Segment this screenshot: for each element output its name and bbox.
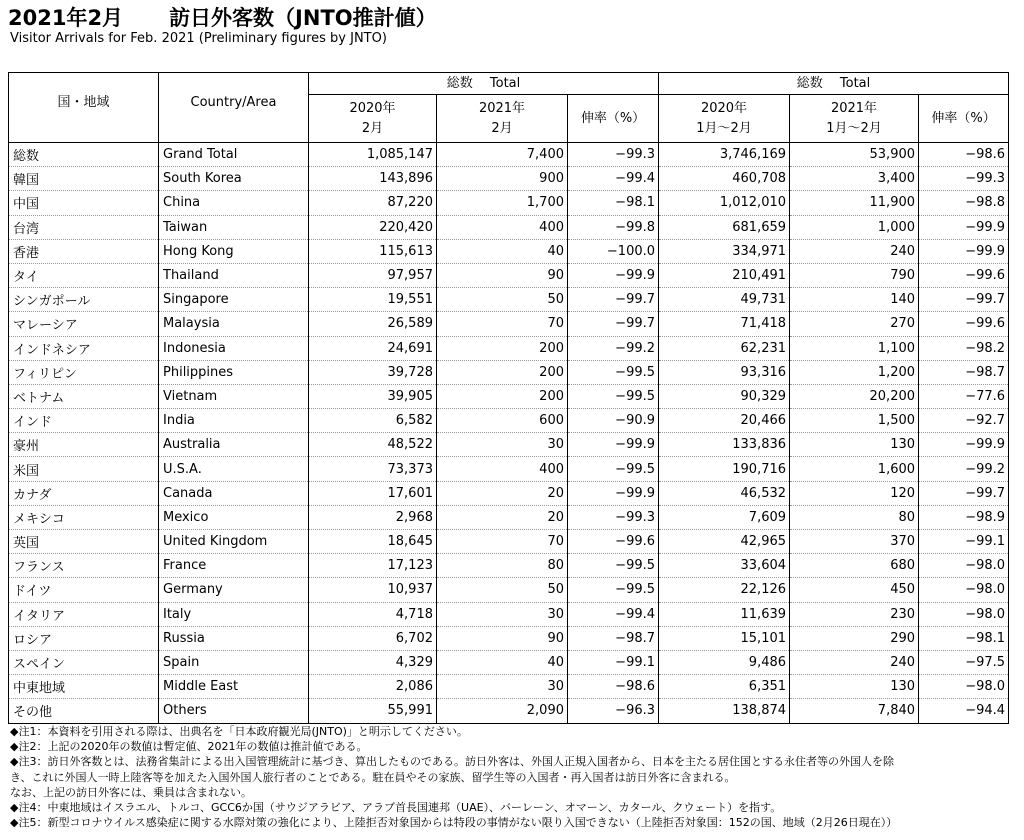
footnote-line: ◆注1：本資料を引用される際は、出典名を「日本政府観光局(JNTO)」と明示してください。 xyxy=(10,725,468,738)
visitors-2020-jan-feb: 3,746,169 xyxy=(659,143,790,167)
table-row xyxy=(9,239,1009,263)
growth-rate-cumulative: −98.6 xyxy=(919,143,1009,167)
visitors-2021-feb: 70 xyxy=(437,312,568,336)
growth-rate-month: −99.9 xyxy=(568,263,659,287)
growth-rate-month: −99.1 xyxy=(568,650,659,674)
visitors-2020-feb: 73,373 xyxy=(309,457,437,481)
growth-rate-month: −99.6 xyxy=(568,530,659,554)
visitors-2021-feb: 90 xyxy=(437,626,568,650)
visitors-2021-feb: 1,700 xyxy=(437,191,568,215)
region-name-en: Vietnam xyxy=(159,384,309,408)
region-name-en: India xyxy=(159,409,309,433)
visitors-2021-feb: 30 xyxy=(437,675,568,699)
visitors-2020-feb: 115,613 xyxy=(309,239,437,263)
visitors-2020-jan-feb: 49,731 xyxy=(659,288,790,312)
region-name-jp: 米国 xyxy=(9,457,159,481)
visitors-2020-jan-feb: 11,639 xyxy=(659,602,790,626)
growth-rate-cumulative: −99.6 xyxy=(919,312,1009,336)
region-name-jp: 台湾 xyxy=(9,215,159,239)
region-name-jp: フランス xyxy=(9,554,159,578)
footnote-line: なお、上記の訪日外客には、乗員は含まれない。 xyxy=(10,785,252,799)
region-name-jp: 中国 xyxy=(9,191,159,215)
visitors-2021-jan-feb: 230 xyxy=(790,602,919,626)
growth-rate-month: −98.7 xyxy=(568,626,659,650)
visitors-2021-feb: 70 xyxy=(437,530,568,554)
growth-rate-month: −99.8 xyxy=(568,215,659,239)
region-name-en: Thailand xyxy=(159,263,309,287)
visitors-2020-feb: 17,601 xyxy=(309,481,437,505)
visitors-2020-jan-feb: 1,012,010 xyxy=(659,191,790,215)
visitors-2020-jan-feb: 42,965 xyxy=(659,530,790,554)
footnote-line: ◆注4：中東地域はイスラエル、トルコ、GCC6か国（サウジアラビア、アラブ首長国連邦（UAE）、バーレーン、オマーン、カタール、クウェート）を指す。 xyxy=(10,801,782,815)
visitors-2020-jan-feb: 210,491 xyxy=(659,263,790,287)
growth-rate-month: −99.5 xyxy=(568,578,659,602)
visitors-2021-jan-feb: 290 xyxy=(790,626,919,650)
visitors-2020-jan-feb: 33,604 xyxy=(659,554,790,578)
table-row xyxy=(9,336,1009,360)
table-row xyxy=(9,699,1009,723)
table-row xyxy=(9,312,1009,336)
growth-rate-cumulative: −99.7 xyxy=(919,288,1009,312)
growth-rate-cumulative: −99.3 xyxy=(919,167,1009,191)
growth-rate-cumulative: −77.6 xyxy=(919,384,1009,408)
region-name-en: Spain xyxy=(159,650,309,674)
title-date: 2021年2月 xyxy=(8,6,124,30)
visitors-2020-jan-feb: 90,329 xyxy=(659,384,790,408)
region-name-en: Singapore xyxy=(159,288,309,312)
region-name-en: Hong Kong xyxy=(159,239,309,263)
visitors-2021-feb: 200 xyxy=(437,360,568,384)
header-region-jp: 国・地域 xyxy=(9,73,159,143)
region-name-en: South Korea xyxy=(159,167,309,191)
visitors-2020-feb: 143,896 xyxy=(309,167,437,191)
visitors-2020-feb: 97,957 xyxy=(309,263,437,287)
growth-rate-cumulative: −99.9 xyxy=(919,239,1009,263)
growth-rate-cumulative: −98.9 xyxy=(919,505,1009,529)
table-row xyxy=(9,167,1009,191)
table-row xyxy=(9,191,1009,215)
growth-rate-month: −99.3 xyxy=(568,505,659,529)
region-name-en: Taiwan xyxy=(159,215,309,239)
visitors-2020-feb: 2,968 xyxy=(309,505,437,529)
region-name-jp: その他 xyxy=(9,699,159,723)
region-name-en: Mexico xyxy=(159,505,309,529)
visitors-2021-jan-feb: 20,200 xyxy=(790,384,919,408)
visitors-2021-feb: 20 xyxy=(437,481,568,505)
table-row xyxy=(9,650,1009,674)
region-name-jp: インド xyxy=(9,409,159,433)
table-row xyxy=(9,433,1009,457)
region-name-jp: 英国 xyxy=(9,530,159,554)
page-subtitle: Visitor Arrivals for Feb. 2021 (Preliminary figures by JNTO) xyxy=(10,31,387,46)
visitors-2021-feb: 90 xyxy=(437,263,568,287)
region-name-jp: マレーシア xyxy=(9,312,159,336)
table-row xyxy=(9,578,1009,602)
region-name-en: Germany xyxy=(159,578,309,602)
visitors-2020-jan-feb: 6,351 xyxy=(659,675,790,699)
visitors-2021-jan-feb: 120 xyxy=(790,481,919,505)
visitors-2021-jan-feb: 140 xyxy=(790,288,919,312)
visitors-2021-feb: 50 xyxy=(437,578,568,602)
visitors-2021-jan-feb: 11,900 xyxy=(790,191,919,215)
table-row xyxy=(9,675,1009,699)
table-row xyxy=(9,263,1009,287)
visitors-2020-feb: 220,420 xyxy=(309,215,437,239)
header-2020-feb: 2020年 2月 xyxy=(309,95,437,143)
growth-rate-cumulative: −97.5 xyxy=(919,650,1009,674)
visitors-2021-feb: 20 xyxy=(437,505,568,529)
visitors-2020-jan-feb: 93,316 xyxy=(659,360,790,384)
footnotes xyxy=(10,724,1010,830)
region-name-en: Middle East xyxy=(159,675,309,699)
visitors-2021-feb: 7,400 xyxy=(437,143,568,167)
region-name-en: Indonesia xyxy=(159,336,309,360)
visitors-2020-feb: 18,645 xyxy=(309,530,437,554)
visitors-2020-jan-feb: 20,466 xyxy=(659,409,790,433)
visitors-2020-feb: 4,329 xyxy=(309,650,437,674)
visitors-2021-jan-feb: 1,600 xyxy=(790,457,919,481)
table-row xyxy=(9,554,1009,578)
growth-rate-cumulative: −99.1 xyxy=(919,530,1009,554)
header-growth-month: 伸率（%） xyxy=(568,95,659,143)
table-row xyxy=(9,143,1009,167)
visitors-2021-feb: 40 xyxy=(437,650,568,674)
footnote-line: ◆注5：新型コロナウイルス感染症に関する水際対策の強化により、上陸拒否対象国からは特段の事情がない限り入国できない（上陸拒否対象国：152の国、地域（2月26日現在）） xyxy=(10,816,898,830)
header-growth-cumulative: 伸率（%） xyxy=(919,95,1009,143)
region-name-en: Canada xyxy=(159,481,309,505)
visitors-2020-jan-feb: 334,971 xyxy=(659,239,790,263)
region-name-jp: メキシコ xyxy=(9,505,159,529)
visitors-2020-jan-feb: 460,708 xyxy=(659,167,790,191)
visitors-2020-feb: 4,718 xyxy=(309,602,437,626)
visitors-2020-feb: 17,123 xyxy=(309,554,437,578)
region-name-jp: 香港 xyxy=(9,239,159,263)
footnote-line: ◆注3：訪日外客数とは、法務省集計による出入国管理統計に基づき、算出したものである。訪日外客は、外国人正規入国者から、日本を主たる居住国とする永住者等の外国人を除 xyxy=(10,755,895,769)
region-name-jp: スペイン xyxy=(9,650,159,674)
visitors-2021-feb: 900 xyxy=(437,167,568,191)
table-row xyxy=(9,626,1009,650)
region-name-jp: タイ xyxy=(9,263,159,287)
visitor-arrivals-table xyxy=(8,72,1009,724)
region-name-jp: イタリア xyxy=(9,602,159,626)
growth-rate-month: −90.9 xyxy=(568,409,659,433)
growth-rate-cumulative: −98.0 xyxy=(919,554,1009,578)
table-row xyxy=(9,457,1009,481)
region-name-jp: フィリピン xyxy=(9,360,159,384)
visitors-2020-feb: 39,728 xyxy=(309,360,437,384)
table-row xyxy=(9,384,1009,408)
footnote-line: き、これに外国人一時上陸客等を加えた入国外国人旅行者のことである。駐在員やその家族、留学生等の入国者・再入国者は訪日外客に含まれる。 xyxy=(10,770,736,784)
header-group-cumulative: 総数 Total xyxy=(659,73,1009,95)
visitors-2020-jan-feb: 62,231 xyxy=(659,336,790,360)
visitors-2021-feb: 400 xyxy=(437,457,568,481)
growth-rate-month: −99.7 xyxy=(568,312,659,336)
region-name-en: Others xyxy=(159,699,309,723)
visitors-2020-jan-feb: 71,418 xyxy=(659,312,790,336)
visitors-2020-jan-feb: 681,659 xyxy=(659,215,790,239)
growth-rate-cumulative: −98.1 xyxy=(919,626,1009,650)
visitors-2021-feb: 30 xyxy=(437,602,568,626)
visitors-2021-feb: 600 xyxy=(437,409,568,433)
visitors-2020-feb: 39,905 xyxy=(309,384,437,408)
visitors-2021-feb: 200 xyxy=(437,384,568,408)
growth-rate-cumulative: −98.8 xyxy=(919,191,1009,215)
visitors-2020-feb: 24,691 xyxy=(309,336,437,360)
header-region-en: Country/Area xyxy=(159,73,309,143)
visitors-2020-jan-feb: 15,101 xyxy=(659,626,790,650)
visitors-2020-feb: 48,522 xyxy=(309,433,437,457)
table-row xyxy=(9,288,1009,312)
visitors-2020-jan-feb: 46,532 xyxy=(659,481,790,505)
region-name-jp: 中東地域 xyxy=(9,675,159,699)
visitors-2020-jan-feb: 22,126 xyxy=(659,578,790,602)
growth-rate-month: −99.5 xyxy=(568,384,659,408)
visitors-2020-jan-feb: 190,716 xyxy=(659,457,790,481)
visitors-2020-feb: 87,220 xyxy=(309,191,437,215)
growth-rate-cumulative: −99.7 xyxy=(919,481,1009,505)
growth-rate-month: −99.9 xyxy=(568,433,659,457)
table-row xyxy=(9,505,1009,529)
visitors-2021-jan-feb: 80 xyxy=(790,505,919,529)
visitors-2021-jan-feb: 1,100 xyxy=(790,336,919,360)
visitors-2021-feb: 400 xyxy=(437,215,568,239)
region-name-en: Russia xyxy=(159,626,309,650)
table-row xyxy=(9,530,1009,554)
visitors-2020-jan-feb: 7,609 xyxy=(659,505,790,529)
growth-rate-cumulative: −92.7 xyxy=(919,409,1009,433)
visitors-2021-feb: 50 xyxy=(437,288,568,312)
visitors-2020-feb: 19,551 xyxy=(309,288,437,312)
table-row xyxy=(9,360,1009,384)
growth-rate-cumulative: −98.7 xyxy=(919,360,1009,384)
visitors-2020-jan-feb: 138,874 xyxy=(659,699,790,723)
growth-rate-month: −99.3 xyxy=(568,143,659,167)
growth-rate-cumulative: −94.4 xyxy=(919,699,1009,723)
visitors-2021-jan-feb: 53,900 xyxy=(790,143,919,167)
growth-rate-month: −98.6 xyxy=(568,675,659,699)
region-name-en: Australia xyxy=(159,433,309,457)
footnote-line: ◆注2：上記の2020年の数値は暫定値、2021年の数値は推計値である。 xyxy=(10,740,368,754)
growth-rate-month: −99.4 xyxy=(568,167,659,191)
growth-rate-month: −99.7 xyxy=(568,288,659,312)
region-name-jp: 豪州 xyxy=(9,433,159,457)
table-row xyxy=(9,481,1009,505)
header-group-month: 総数 Total xyxy=(309,73,659,95)
growth-rate-cumulative: −98.0 xyxy=(919,578,1009,602)
visitors-2020-feb: 2,086 xyxy=(309,675,437,699)
visitors-2021-jan-feb: 130 xyxy=(790,675,919,699)
region-name-jp: ベトナム xyxy=(9,384,159,408)
visitors-2021-jan-feb: 680 xyxy=(790,554,919,578)
growth-rate-cumulative: −99.9 xyxy=(919,433,1009,457)
visitors-2021-jan-feb: 1,200 xyxy=(790,360,919,384)
growth-rate-month: −96.3 xyxy=(568,699,659,723)
visitors-2021-jan-feb: 270 xyxy=(790,312,919,336)
growth-rate-month: −99.5 xyxy=(568,360,659,384)
region-name-jp: 韓国 xyxy=(9,167,159,191)
growth-rate-month: −98.1 xyxy=(568,191,659,215)
visitors-2021-jan-feb: 1,500 xyxy=(790,409,919,433)
table-row xyxy=(9,215,1009,239)
growth-rate-month: −99.5 xyxy=(568,457,659,481)
region-name-en: China xyxy=(159,191,309,215)
region-name-en: Italy xyxy=(159,602,309,626)
growth-rate-cumulative: −99.6 xyxy=(919,263,1009,287)
region-name-en: Philippines xyxy=(159,360,309,384)
visitors-2021-feb: 80 xyxy=(437,554,568,578)
visitors-2020-feb: 55,991 xyxy=(309,699,437,723)
growth-rate-cumulative: −98.0 xyxy=(919,602,1009,626)
growth-rate-month: −99.2 xyxy=(568,336,659,360)
header-2021-jan-feb: 2021年 1月～2月 xyxy=(790,95,919,143)
growth-rate-cumulative: −98.2 xyxy=(919,336,1009,360)
visitors-2021-jan-feb: 370 xyxy=(790,530,919,554)
visitors-2020-feb: 6,582 xyxy=(309,409,437,433)
growth-rate-month: −99.9 xyxy=(568,481,659,505)
page-title xyxy=(8,2,437,32)
region-name-en: United Kingdom xyxy=(159,530,309,554)
region-name-jp: ロシア xyxy=(9,626,159,650)
region-name-jp: 総数 xyxy=(9,143,159,167)
header-2020-jan-feb: 2020年 1月～2月 xyxy=(659,95,790,143)
visitors-2021-jan-feb: 7,840 xyxy=(790,699,919,723)
growth-rate-cumulative: −99.2 xyxy=(919,457,1009,481)
growth-rate-month: −99.5 xyxy=(568,554,659,578)
visitors-2020-feb: 10,937 xyxy=(309,578,437,602)
visitors-2021-feb: 200 xyxy=(437,336,568,360)
visitors-2020-jan-feb: 133,836 xyxy=(659,433,790,457)
visitors-2021-jan-feb: 240 xyxy=(790,239,919,263)
visitors-2021-feb: 2,090 xyxy=(437,699,568,723)
growth-rate-cumulative: −98.0 xyxy=(919,675,1009,699)
region-name-en: Grand Total xyxy=(159,143,309,167)
visitors-2021-jan-feb: 240 xyxy=(790,650,919,674)
growth-rate-cumulative: −99.9 xyxy=(919,215,1009,239)
region-name-jp: インドネシア xyxy=(9,336,159,360)
region-name-jp: ドイツ xyxy=(9,578,159,602)
visitors-2021-feb: 40 xyxy=(437,239,568,263)
visitors-2021-jan-feb: 450 xyxy=(790,578,919,602)
growth-rate-month: −100.0 xyxy=(568,239,659,263)
visitors-2021-jan-feb: 1,000 xyxy=(790,215,919,239)
visitors-2021-jan-feb: 130 xyxy=(790,433,919,457)
table-body xyxy=(9,143,1009,724)
visitors-2021-feb: 30 xyxy=(437,433,568,457)
visitors-2020-feb: 26,589 xyxy=(309,312,437,336)
region-name-en: Malaysia xyxy=(159,312,309,336)
visitors-2021-jan-feb: 3,400 xyxy=(790,167,919,191)
growth-rate-month: −99.4 xyxy=(568,602,659,626)
region-name-en: France xyxy=(159,554,309,578)
table-row xyxy=(9,602,1009,626)
table-row xyxy=(9,409,1009,433)
title-main: 訪日外客数（JNTO推計値） xyxy=(169,6,437,30)
visitors-2020-jan-feb: 9,486 xyxy=(659,650,790,674)
visitors-2020-feb: 1,085,147 xyxy=(309,143,437,167)
region-name-en: U.S.A. xyxy=(159,457,309,481)
header-2021-feb: 2021年 2月 xyxy=(437,95,568,143)
visitors-2021-jan-feb: 790 xyxy=(790,263,919,287)
region-name-jp: シンガポール xyxy=(9,288,159,312)
region-name-jp: カナダ xyxy=(9,481,159,505)
visitors-2020-feb: 6,702 xyxy=(309,626,437,650)
